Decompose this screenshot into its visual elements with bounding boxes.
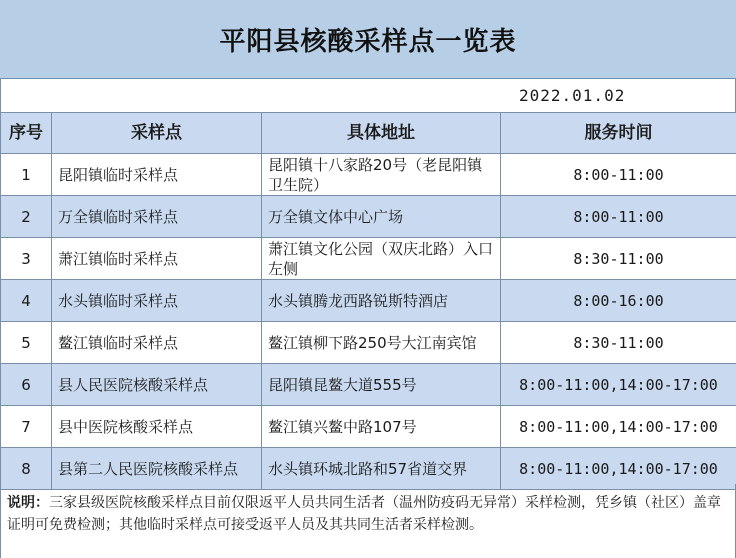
table-row <box>1 364 736 406</box>
cell-site: 县第二人民医院核酸采样点 <box>52 448 262 490</box>
title-bar <box>0 0 736 79</box>
cell-site: 水头镇临时采样点 <box>52 280 262 322</box>
header-no: 序号 <box>1 113 52 154</box>
note <box>0 484 736 558</box>
cell-time: 8:00-11:00 <box>501 154 736 196</box>
cell-no: 8 <box>1 448 52 490</box>
cell-site: 昆阳镇临时采样点 <box>52 154 262 196</box>
cell-time: 8:00-16:00 <box>501 280 736 322</box>
cell-time: 8:00-11:00 <box>501 196 736 238</box>
cell-address: 萧江镇文化公园（双庆北路）入口左侧 <box>262 238 501 280</box>
table-row <box>1 322 736 364</box>
cell-site: 鳌江镇临时采样点 <box>52 322 262 364</box>
header-time: 服务时间 <box>501 113 736 154</box>
cell-address: 昆阳镇昆鳌大道555号 <box>262 364 501 406</box>
cell-site: 县人民医院核酸采样点 <box>52 364 262 406</box>
table-row <box>1 154 736 196</box>
table-row <box>1 196 736 238</box>
table-row <box>1 280 736 322</box>
cell-time: 8:00-11:00,14:00-17:00 <box>501 406 736 448</box>
cell-no: 5 <box>1 322 52 364</box>
cell-address: 万全镇文体中心广场 <box>262 196 501 238</box>
table-header-row <box>1 113 736 154</box>
cell-no: 7 <box>1 406 52 448</box>
cell-site: 萧江镇临时采样点 <box>52 238 262 280</box>
page-title: 平阳县核酸采样点一览表 <box>219 26 517 57</box>
cell-address: 昆阳镇十八家路20号（老昆阳镇卫生院） <box>262 154 501 196</box>
note-label: 说明： <box>7 495 49 511</box>
sampling-sites-table <box>0 112 736 490</box>
cell-no: 1 <box>1 154 52 196</box>
cell-time: 8:00-11:00,14:00-17:00 <box>501 364 736 406</box>
cell-address: 鳌江镇柳下路250号大江南宾馆 <box>262 322 501 364</box>
header-site: 采样点 <box>52 113 262 154</box>
header-address: 具体地址 <box>262 113 501 154</box>
table-row <box>1 406 736 448</box>
date-row <box>0 79 736 112</box>
cell-time: 8:30-11:00 <box>501 238 736 280</box>
note-text: 三家县级医院核酸采样点目前仅限返平人员共同生活者（温州防疫码无异常）采样检测，凭乡镇（社区）盖章证明可免费检测；其他临时采样点可接受返平人员及其共同生活者采样检测。 <box>7 495 721 533</box>
cell-no: 2 <box>1 196 52 238</box>
cell-address: 水头镇腾龙西路锐斯特酒店 <box>262 280 501 322</box>
cell-no: 6 <box>1 364 52 406</box>
cell-site: 万全镇临时采样点 <box>52 196 262 238</box>
cell-time: 8:30-11:00 <box>501 322 736 364</box>
cell-no: 4 <box>1 280 52 322</box>
table-row <box>1 238 736 280</box>
cell-address: 鳌江镇兴鳌中路107号 <box>262 406 501 448</box>
cell-site: 县中医院核酸采样点 <box>52 406 262 448</box>
date-text: 2022.01.02 <box>519 86 626 105</box>
cell-address: 水头镇环城北路和57省道交界 <box>262 448 501 490</box>
cell-time: 8:00-11:00,14:00-17:00 <box>501 448 736 490</box>
cell-no: 3 <box>1 238 52 280</box>
